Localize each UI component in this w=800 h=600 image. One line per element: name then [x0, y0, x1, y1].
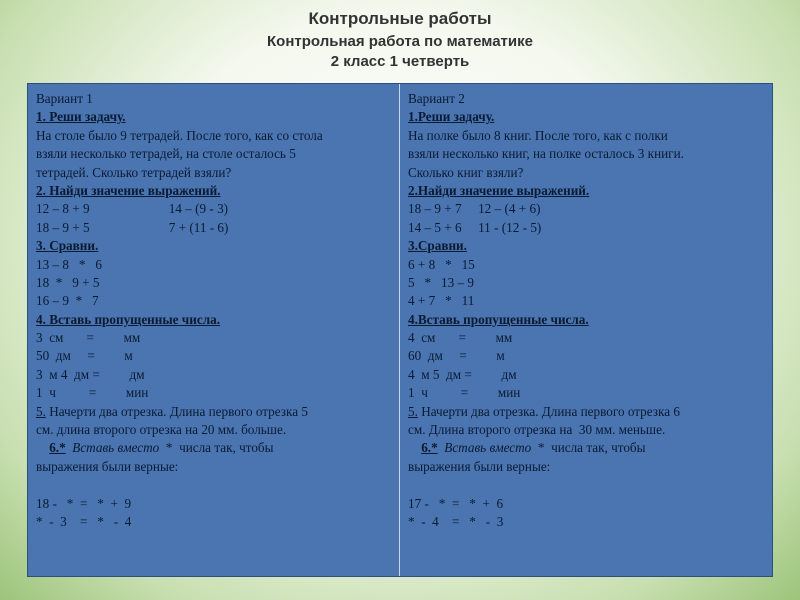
- grade-label: 2 класс 1 четверть: [330, 53, 470, 70]
- task-1-title: 1. Реши задачу.: [36, 109, 126, 125]
- task-2-expression: 18 – 9 + 5 7 + (11 - 6): [36, 219, 229, 235]
- task-6-number: 6.*: [421, 440, 438, 456]
- task-5-text: см. длина второго отрезка на 20 мм. больше.: [36, 422, 287, 438]
- task-6-number: 6.*: [49, 440, 66, 456]
- task-4-conversion: 4 м 5 дм = дм: [408, 366, 517, 382]
- variant-1-column: [28, 84, 400, 576]
- task-3-comparison: 5 * 13 – 9: [408, 274, 474, 290]
- task-1-text: Сколько книг взяли?: [408, 164, 524, 180]
- task-3-comparison: 6 + 8 * 15: [408, 256, 475, 272]
- task-5-number: 5.: [408, 403, 418, 419]
- task-5-number: 5.: [36, 403, 46, 419]
- page-title: Контрольные работы: [308, 9, 492, 28]
- task-1-text: На полке было 8 книг. После того, как с полки: [408, 127, 668, 143]
- task-6-italic: Вставь вместо: [65, 440, 160, 456]
- task-4-conversion: 50 дм = м: [36, 348, 133, 364]
- task-2-title: 2.Найди значение выражений.: [408, 182, 590, 198]
- task-4-conversion: 4 см = мм: [408, 330, 513, 346]
- variant-2-title: Вариант 2: [408, 91, 465, 106]
- task-6-equation: * - 3 = * - 4: [36, 513, 132, 529]
- task-3-title: 3.Сравни.: [408, 238, 467, 254]
- task-4-conversion: 3 см = мм: [36, 330, 141, 346]
- task-5-text-part: Начерти два отрезка. Длина первого отрезка 6: [417, 403, 680, 419]
- task-3-comparison: 16 – 9 * 7: [36, 293, 99, 309]
- task-5-text-part: Начерти два отрезка. Длина первого отрезка 5: [45, 403, 308, 419]
- task-6-text-part: * числа так, чтобы: [159, 440, 274, 456]
- spacer: [408, 476, 764, 494]
- task-3-title: 3. Сравни.: [36, 238, 99, 254]
- task-1-text: взяли несколько книг, на полке осталось 3 книги.: [408, 146, 684, 162]
- spacer: [36, 476, 392, 494]
- task-4-conversion: 60 дм = м: [408, 348, 505, 364]
- task-3-comparison: 18 * 9 + 5: [36, 274, 100, 290]
- task-4-conversion: 1 ч = мин: [36, 385, 149, 401]
- task-6-italic: Вставь вместо: [437, 440, 532, 456]
- task-4-title: 4.Вставь пропущенные числа.: [408, 311, 589, 327]
- task-6-text: выражения были верные:: [36, 458, 179, 474]
- task-6-text: [408, 439, 764, 457]
- page-header: [0, 8, 800, 72]
- variant-1-title: Вариант 1: [36, 91, 93, 106]
- task-2-expression: 14 – 5 + 6 11 - (12 - 5): [408, 219, 542, 235]
- task-6-text-part: * числа так, чтобы: [531, 440, 646, 456]
- task-4-conversion: 3 м 4 дм = дм: [36, 366, 145, 382]
- task-4-conversion: 1 ч = мин: [408, 385, 521, 401]
- task-3-comparison: 4 + 7 * 11: [408, 293, 475, 309]
- task-6-text: выражения были верные:: [408, 458, 551, 474]
- variants-table: [27, 83, 773, 577]
- task-6-equation: 17 - * = * + 6: [408, 495, 504, 511]
- task-2-expression: 18 – 9 + 7 12 – (4 + 6): [408, 201, 541, 217]
- task-1-text: взяли несколько тетрадей, на столе осталось 5: [36, 146, 296, 162]
- task-2-title: 2. Найди значение выражений.: [36, 182, 221, 198]
- task-3-comparison: 13 – 8 * 6: [36, 256, 102, 272]
- page-subtitle: Контрольная работа по математике: [267, 33, 533, 50]
- task-1-text: На столе было 9 тетрадей. После того, как со стола: [36, 127, 323, 143]
- variant-2-column: [400, 84, 772, 576]
- task-1-title: 1.Реши задачу.: [408, 109, 495, 125]
- task-5-text: [408, 403, 764, 421]
- task-1-text: тетрадей. Сколько тетрадей взяли?: [36, 164, 232, 180]
- task-6-text: [36, 439, 392, 457]
- task-6-equation: 18 - * = * + 9: [36, 495, 132, 511]
- task-5-text: см. Длина второго отрезка на 30 мм. меньше.: [408, 422, 666, 438]
- task-4-title: 4. Вставь пропущенные числа.: [36, 311, 220, 327]
- task-5-text: [36, 403, 392, 421]
- task-2-expression: 12 – 8 + 9 14 – (9 - 3): [36, 201, 229, 217]
- task-6-equation: * - 4 = * - 3: [408, 513, 504, 529]
